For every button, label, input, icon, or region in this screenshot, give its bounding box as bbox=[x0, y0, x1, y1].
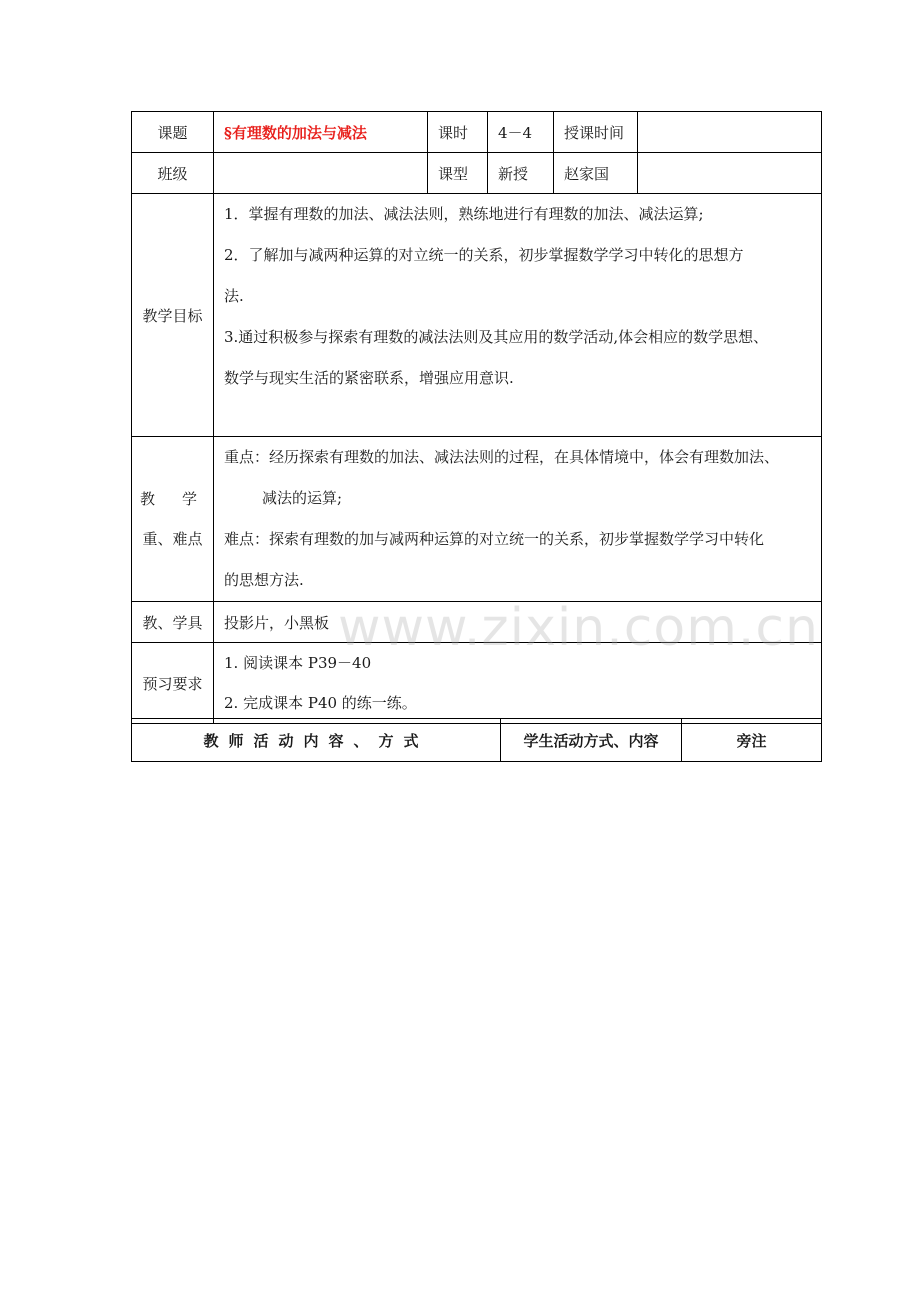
objective-line: 数学与现实生活的紧密联系，增强应用意识. bbox=[224, 369, 514, 387]
key-point-line: 的思想方法. bbox=[224, 571, 304, 589]
class-label: 班级 bbox=[132, 153, 214, 194]
topic-label: 课题 bbox=[132, 112, 214, 153]
objective-line: 1．掌握有理数的加法、减法法则，熟练地进行有理数的加法、减法运算; bbox=[224, 205, 704, 223]
topic-value: §有理数的加法与减法 bbox=[214, 112, 428, 153]
table-row bbox=[132, 602, 822, 643]
type-label: 课型 bbox=[428, 153, 488, 194]
teacher-activity-header: 教师活动内容、方式 bbox=[132, 719, 501, 762]
objective-line: 法. bbox=[224, 287, 244, 305]
teacher-value: 赵家国 bbox=[554, 153, 638, 194]
key-points-label bbox=[132, 437, 214, 602]
time-label: 授课时间 bbox=[554, 112, 638, 153]
preview-label: 预习要求 bbox=[132, 643, 214, 724]
objective-line: 2．了解加与减两种运算的对立统一的关系，初步掌握数学学习中转化的思想方 bbox=[224, 246, 744, 264]
tools-label: 教、学具 bbox=[132, 602, 214, 643]
period-label: 课时 bbox=[428, 112, 488, 153]
table-row bbox=[132, 194, 822, 437]
type-value: 新授 bbox=[488, 153, 554, 194]
preview-line: 2. 完成课本 P40 的练一练。 bbox=[224, 694, 417, 712]
extra-value bbox=[638, 153, 822, 194]
table-row bbox=[132, 437, 822, 602]
activity-header-table bbox=[131, 718, 822, 762]
objective-line: 3.通过积极参与探索有理数的减法法则及其应用的数学活动,体会相应的数学思想、 bbox=[224, 328, 769, 346]
table-row bbox=[132, 643, 822, 724]
key-point-line: 重点：经历探索有理数的加法、减法法则的过程，在具体情境中，体会有理数加法、 bbox=[224, 448, 780, 466]
key-point-line: 难点：探索有理数的加与减两种运算的对立统一的关系，初步掌握数学学习中转化 bbox=[224, 530, 765, 548]
notes-header: 旁注 bbox=[682, 719, 822, 762]
table-row bbox=[132, 112, 822, 153]
student-activity-header: 学生活动方式、内容 bbox=[501, 719, 682, 762]
preview-content bbox=[214, 643, 822, 724]
objectives-label: 教学目标 bbox=[132, 194, 214, 437]
period-value: 4－4 bbox=[488, 112, 554, 153]
table-row bbox=[132, 153, 822, 194]
key-points-content bbox=[214, 437, 822, 602]
objectives-content bbox=[214, 194, 822, 437]
class-value bbox=[214, 153, 428, 194]
key-points-label-line1 bbox=[132, 479, 213, 519]
watermark: www.zixin.com.cn bbox=[338, 598, 819, 658]
lesson-plan-table bbox=[131, 111, 822, 724]
key-points-label-char: 教 bbox=[140, 490, 156, 508]
time-value bbox=[638, 112, 822, 153]
table-row bbox=[132, 719, 822, 762]
tools-value: 投影片，小黑板 bbox=[214, 602, 822, 643]
key-point-line: 减法的运算; bbox=[262, 489, 343, 507]
key-points-label-line2: 重、难点 bbox=[142, 530, 203, 548]
key-points-label-char: 学 bbox=[181, 490, 197, 508]
preview-line: 1. 阅读课本 P39－40 bbox=[224, 654, 372, 672]
